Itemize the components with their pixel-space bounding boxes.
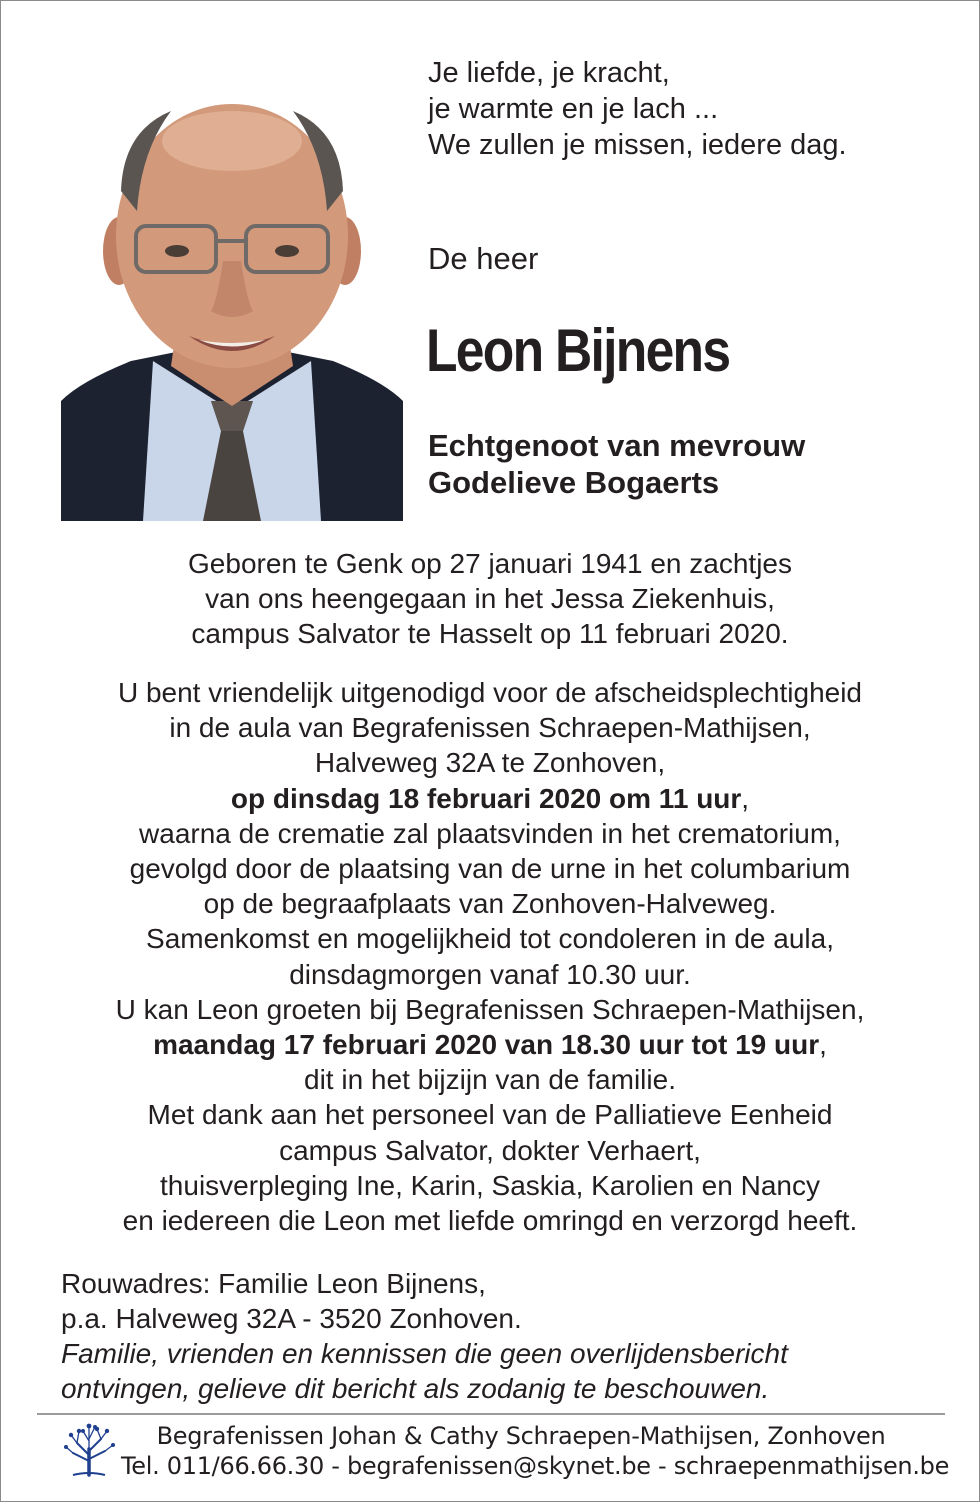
funeral-home-name: Begrafenissen Johan & Cathy Schraepen-Mathijsen, Zonhoven bbox=[156, 1422, 886, 1450]
invitation-line: op de begraafplaats van Zonhoven-Halveweg. bbox=[203, 888, 777, 920]
spouse-line: Echtgenoot van mevrouw bbox=[428, 428, 806, 463]
address-line: Rouwadres: Familie Leon Bijnens, bbox=[61, 1268, 486, 1299]
ceremony-date: op dinsdag 18 februari 2020 om 11 uur bbox=[230, 782, 742, 814]
invitation-line: campus Salvator, dokter Verhaert, bbox=[279, 1134, 701, 1166]
honorific: De heer bbox=[428, 241, 539, 276]
invitation-line: U bent vriendelijk uitgenodigd voor de afscheidsplechtigheid bbox=[117, 677, 863, 708]
funeral-home-footer bbox=[121, 1421, 950, 1481]
deceased-name: Leon Bijnens bbox=[426, 317, 730, 384]
invitation-text bbox=[31, 675, 949, 1238]
spouse-info bbox=[428, 427, 805, 501]
invitation-line: Samenkomst en mogelijkheid tot condoleren in de aula, bbox=[146, 923, 834, 955]
invitation-line: gevolgd door de plaatsing van de urne in het columbarium bbox=[129, 853, 851, 885]
footer-divider bbox=[37, 1413, 945, 1415]
birth-death-info bbox=[31, 546, 949, 652]
invitation-line: in de aula van Begrafenissen Schraepen-Mathijsen, bbox=[169, 712, 811, 744]
birth-line: Geboren te Genk op 27 januari 1941 en zachtjes bbox=[188, 548, 792, 579]
tree-icon bbox=[63, 1421, 115, 1477]
invitation-line: dit in het bijzijn van de familie. bbox=[304, 1064, 676, 1096]
ceremony-date-line: op dinsdag 18 februari 2020 om 11 uur, bbox=[230, 782, 750, 814]
notice-line: ontvingen, gelieve dit bericht als zodanig te beschouwen. bbox=[61, 1373, 770, 1404]
portrait-image bbox=[61, 61, 403, 521]
invitation-line: Met dank aan het personeel van de Palliatieve Eenheid bbox=[147, 1099, 833, 1131]
invitation-line: dinsdagmorgen vanaf 10.30 uur. bbox=[289, 958, 691, 990]
invitation-line: U kan Leon groeten bij Begrafenissen Schraepen-Mathijsen, bbox=[115, 993, 865, 1025]
poem-line: je warmte en je lach ... bbox=[428, 93, 719, 125]
funeral-home-contact: Tel. 011/66.66.30 - begrafenissen@skynet.be - schraepenmathijsen.be bbox=[121, 1452, 950, 1480]
spouse-name: Godelieve Bogaerts bbox=[428, 465, 720, 500]
birth-line: van ons heengegaan in het Jessa Ziekenhuis, bbox=[205, 583, 775, 615]
visitation-date: maandag 17 februari 2020 van 18.30 uur tot 19 uur bbox=[153, 1029, 820, 1061]
address-line: p.a. Halveweg 32A - 3520 Zonhoven. bbox=[61, 1303, 522, 1334]
notice-line: Familie, vrienden en kennissen die geen overlijdensbericht bbox=[61, 1338, 788, 1369]
poem bbox=[428, 55, 847, 163]
invitation-line: Halveweg 32A te Zonhoven, bbox=[314, 747, 666, 779]
visitation-date-line: maandag 17 februari 2020 van 18.30 uur tot 19 uur, bbox=[153, 1029, 827, 1061]
invitation-line: waarna de crematie zal plaatsvinden in het crematorium, bbox=[139, 817, 841, 849]
mourning-address bbox=[61, 1266, 788, 1406]
poem-line: Je liefde, je kracht, bbox=[428, 57, 670, 89]
portrait-photo bbox=[61, 61, 403, 521]
poem-line: We zullen je missen, iedere dag. bbox=[428, 129, 847, 161]
invitation-line: en iedereen die Leon met liefde omringd en verzorgd heeft. bbox=[122, 1205, 858, 1237]
birth-line: campus Salvator te Hasselt op 11 februari 2020. bbox=[191, 618, 789, 650]
invitation-line: thuisverpleging Ine, Karin, Saskia, Karolien en Nancy bbox=[160, 1169, 820, 1201]
